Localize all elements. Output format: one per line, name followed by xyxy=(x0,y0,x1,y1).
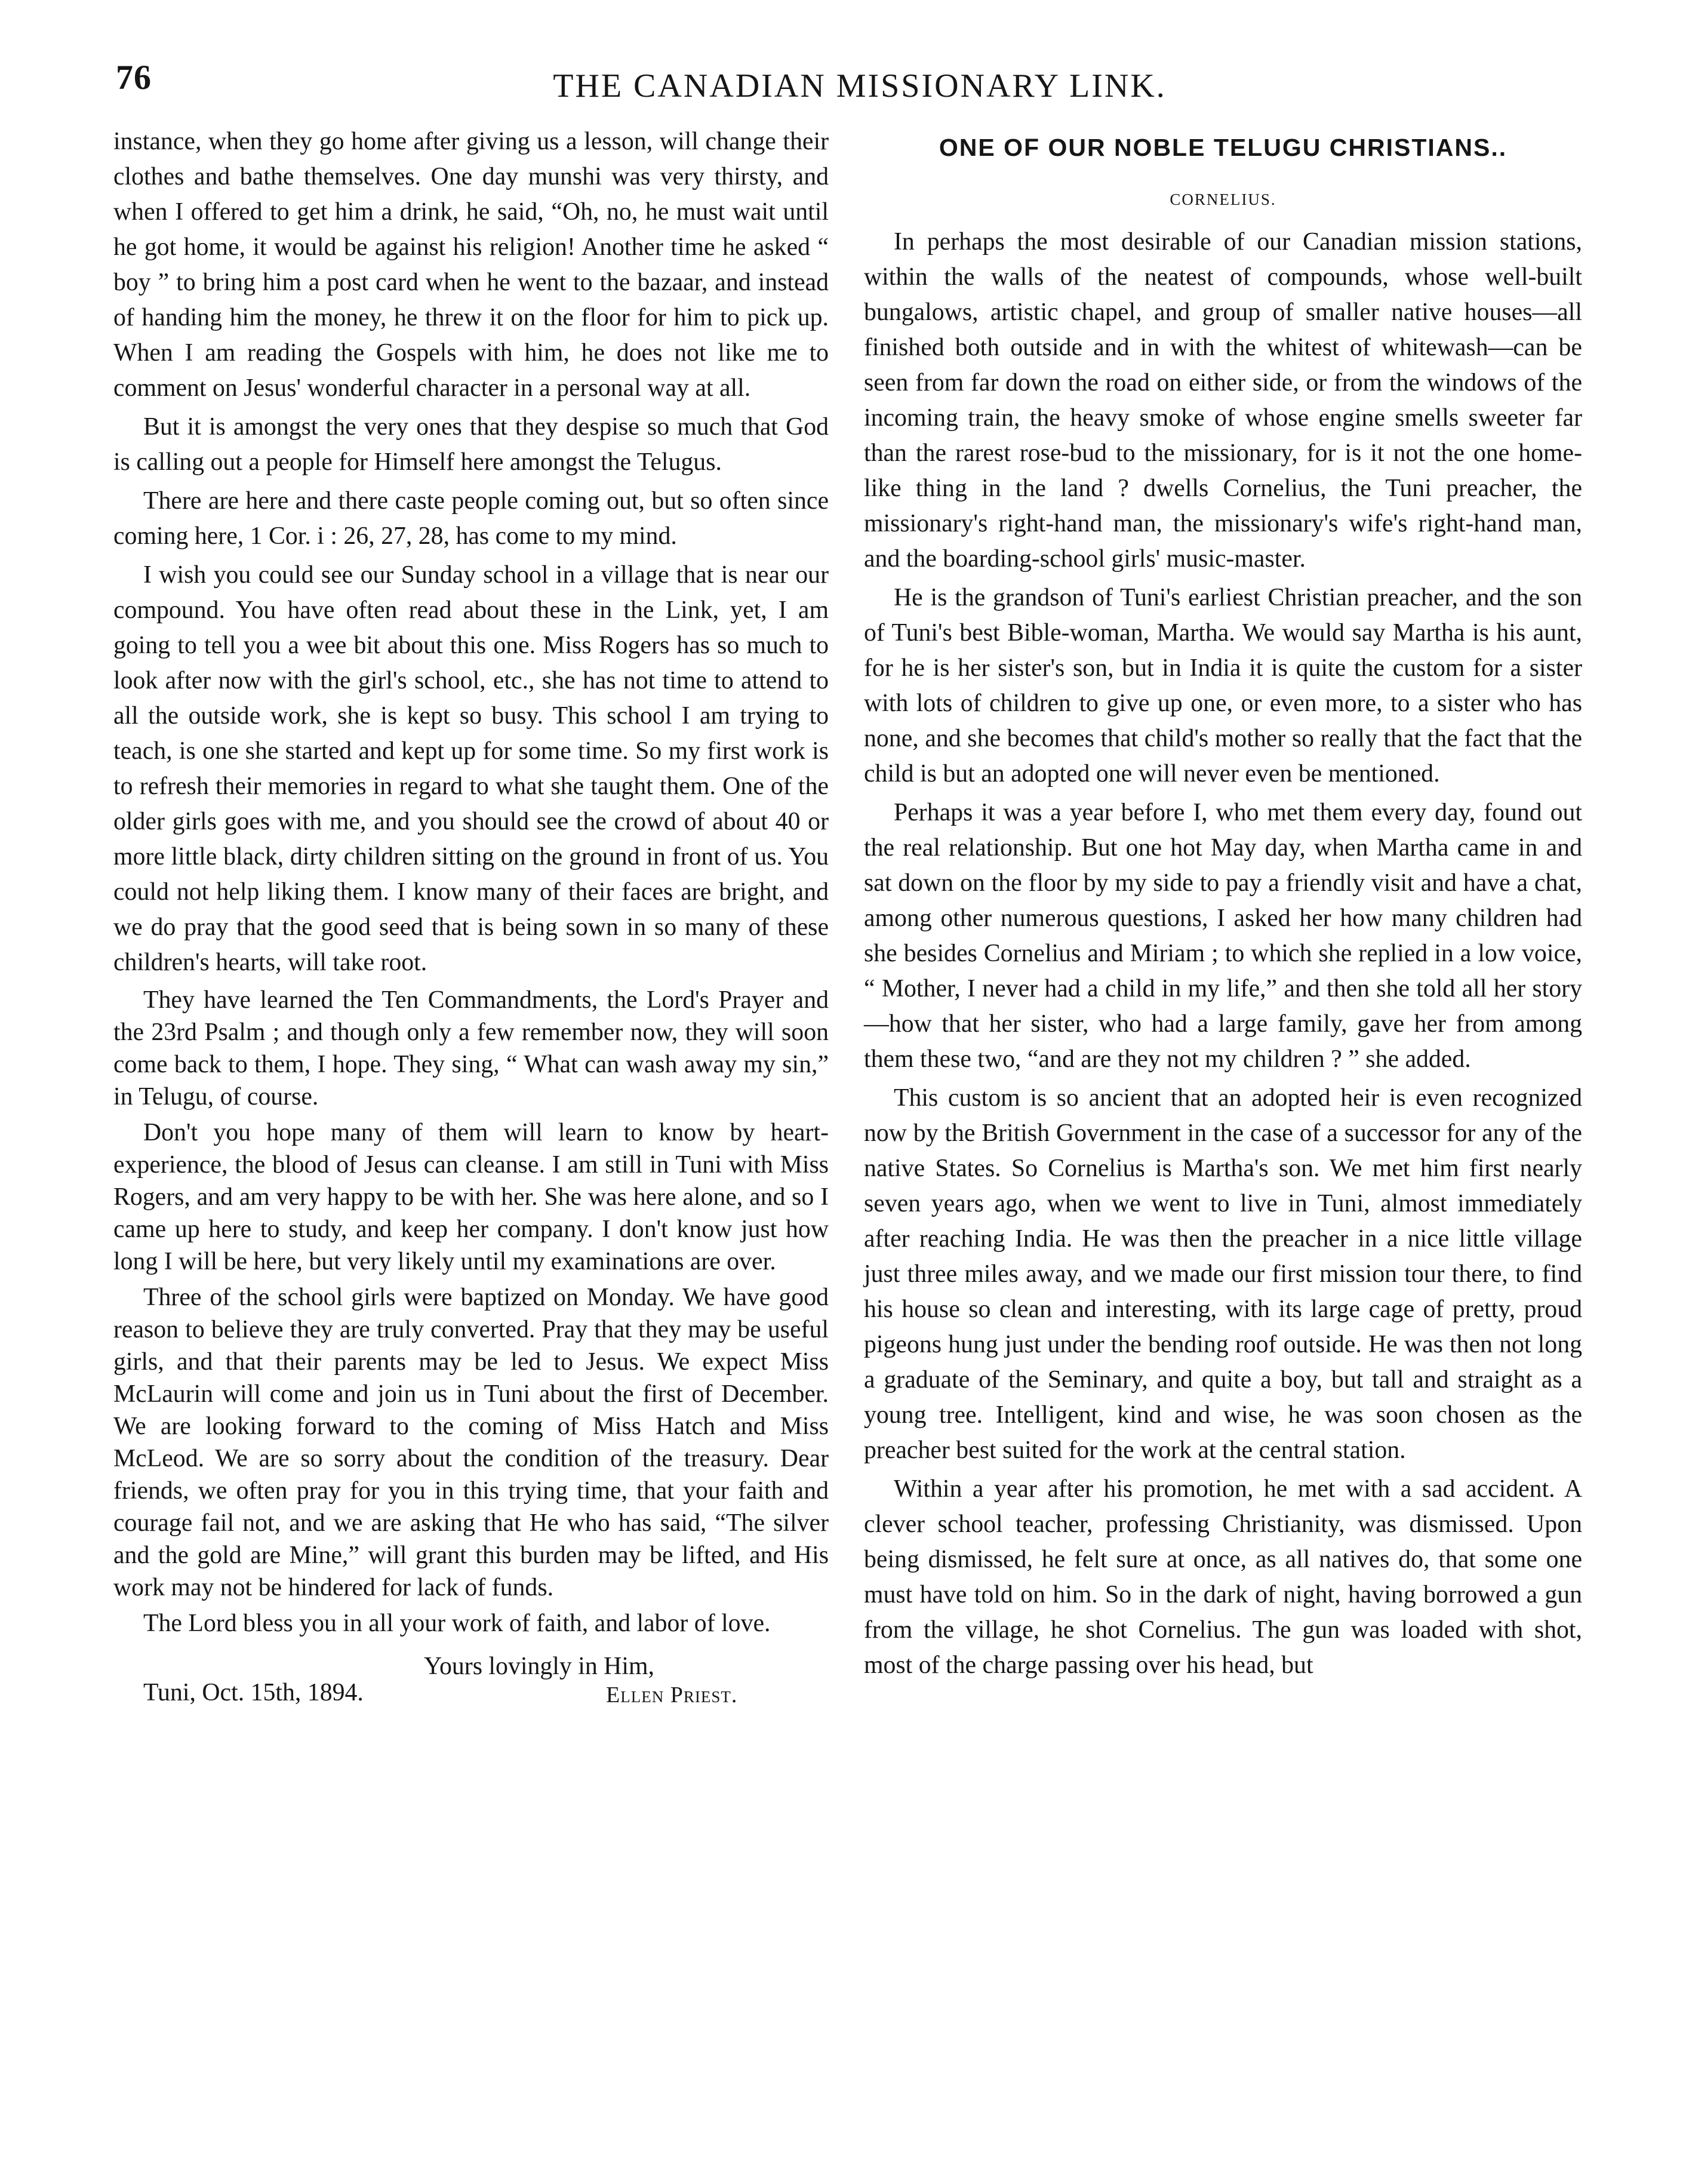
signature-block xyxy=(113,1649,829,1715)
paragraph: I wish you could see our Sunday school in a village that is near our compound. You have often read about these in the Link, yet, I am going to tell you a wee bit about this one. Miss Rogers has so much to look after now with the girl's school, etc., she has not time to attend to all the outside work, she is kept so busy. This school I am trying to teach, is one she started and kept up for some time. So my first work is to refresh their memories in regard to what she taught them. One of the older girls goes with me, and you should see the crowd of about 40 or more little black, dirty children sitting on the ground in front of us. You could not help liking them. I know many of their faces are bright, and we do pray that the good seed that is being sown in so many of these children's hearts, will take root. xyxy=(113,561,829,976)
page-number: 76 xyxy=(116,58,152,97)
paragraph: instance, when they go home after giving us a lesson, will change their clothes and bathe themselves. One day munshi was very thirsty, and when I offered to get him a drink, he said, “Oh, no, he must wait until he got home, it would be against his religion! Another time he asked “ boy ” to bring him a post card when he went to the bazaar, and instead of handing him the money, he threw it on the floor for him to pick up. When I am reading the Gospels with him, he does not like me to comment on Jesus' wonderful character in a personal way at all. xyxy=(113,128,829,402)
letter-place-date: Tuni, Oct. 15th, 1894. xyxy=(143,1679,364,1706)
article-title: ONE OF OUR NOBLE TELUGU CHRISTIANS.. xyxy=(939,134,1508,161)
letter-closing: Yours lovingly in Him, xyxy=(424,1653,654,1680)
paragraph: In perhaps the most desirable of our Canadian mission stations, within the walls of the neatest of compounds, whose well-built bungalows, artistic chapel, and group of smaller native houses—all finished both outside and in with the whitest of whitewash—can be seen from far down the road on either side, or from the windows of the incoming train, the heavy smoke of whose engine smells sweeter far than the rarest rose-bud to the missionary, for is it not the one home-like thing in the land ? dwells Cornelius, the Tuni preacher, the missionary's right-hand man, the missionary's wife's right-hand man, and the boarding-school girls' music-master. xyxy=(864,228,1582,573)
article-byline: CORNELIUS. xyxy=(1170,190,1276,208)
paragraph: He is the grandson of Tuni's earliest Christian preacher, and the son of Tuni's best Bible-woman, Martha. We would say Martha is his aunt, for he is her sister's son, but in India it is quite the custom for a sister with lots of children to give up one, or even more, to a sister who has none, and she becomes that child's mother so really that the fact that the child is but an adopted one will never even be mentioned. xyxy=(864,584,1582,788)
paragraph: Three of the school girls were baptized on Monday. We have good reason to believe they are truly converted. Pray that they may be useful girls, and that their parents may be led to Jesus. We expect Miss McLaurin will come and join us in Tuni about the first of December. We are looking forward to the coming of Miss Hatch and Miss McLeod. We are so sorry about the condition of the treasury. Dear friends, we often pray for you in this trying time, that your faith and courage fail not, and we are asking that He who has said, “The silver and the gold are Mine,” will grant this burden may be lifted, and His work may not be hindered for lack of funds. xyxy=(113,1284,829,1601)
paragraph: There are here and there caste people coming out, but so often since coming here, 1 Cor. i : 26, 27, 28, has come to my mind. xyxy=(113,487,829,550)
right-column xyxy=(864,124,1582,1687)
paragraph: But it is amongst the very ones that they despise so much that God is calling out a people for Himself here amongst the Telugus. xyxy=(113,413,829,476)
paragraph: This custom is so ancient that an adopted heir is even recognized now by the British Government in the case of a successor for any of the native States. So Cornelius is Martha's son. We met him first nearly seven years ago, when we went to live in Tuni, almost immediately after reaching India. He was then the preacher in a nice little village just three miles away, and we made our first mission tour there, to find his house so clean and interesting, with its large cage of pretty, proud pigeons hung just under the bending roof outside. He was then not long a graduate of the Seminary, and quite a boy, but tall and straight as a young tree. Intelligent, kind and wise, he was soon chosen as the preacher best suited for the work at the central station. xyxy=(864,1084,1582,1464)
paragraph: They have learned the Ten Commandments, the Lord's Prayer and the 23rd Psalm ; and though only a few remember now, they will soon come back to them, I hope. They sing, “ What can wash away my sin,” in Telugu, of course. xyxy=(113,986,829,1111)
paragraph: Perhaps it was a year before I, who met them every day, found out the real relationship. But one hot May day, when Martha came in and sat down on the floor by my side to pay a friendly visit and have a chat, among other numerous questions, I asked her how many children had she besides Cornelius and Miriam ; to which she replied in a low voice, “ Mother, I never had a child in my life,” and then she told all her story—how that her sister, who had a large family, gave her from among them these two, “and are they not my children ? ” she added. xyxy=(864,799,1582,1073)
left-column xyxy=(113,124,829,1715)
paragraph: The Lord bless you in all your work of faith, and labor of love. xyxy=(143,1610,771,1637)
letter-signer: Ellen Priest. xyxy=(606,1682,738,1708)
paragraph: Within a year after his promotion, he met with a sad accident. A clever school teacher, professing Christianity, was dismissed. Upon being dismissed, he felt sure at once, as all natives do, that some one must have told on him. So in the dark of night, having borrowed a gun from the village, he shot Cornelius. The gun was loaded with shot, most of the charge passing over his head, but xyxy=(864,1475,1582,1679)
paragraph: Don't you hope many of them will learn to know by heart-experience, the blood of Jesus can cleanse. I am still in Tuni with Miss Rogers, and am very happy to be with her. She was here alone, and so I came up here to study, and keep her company. I don't know just how long I will be here, but very likely until my examinations are over. xyxy=(113,1119,829,1275)
running-title: THE CANADIAN MISSIONARY LINK. xyxy=(553,67,1167,104)
